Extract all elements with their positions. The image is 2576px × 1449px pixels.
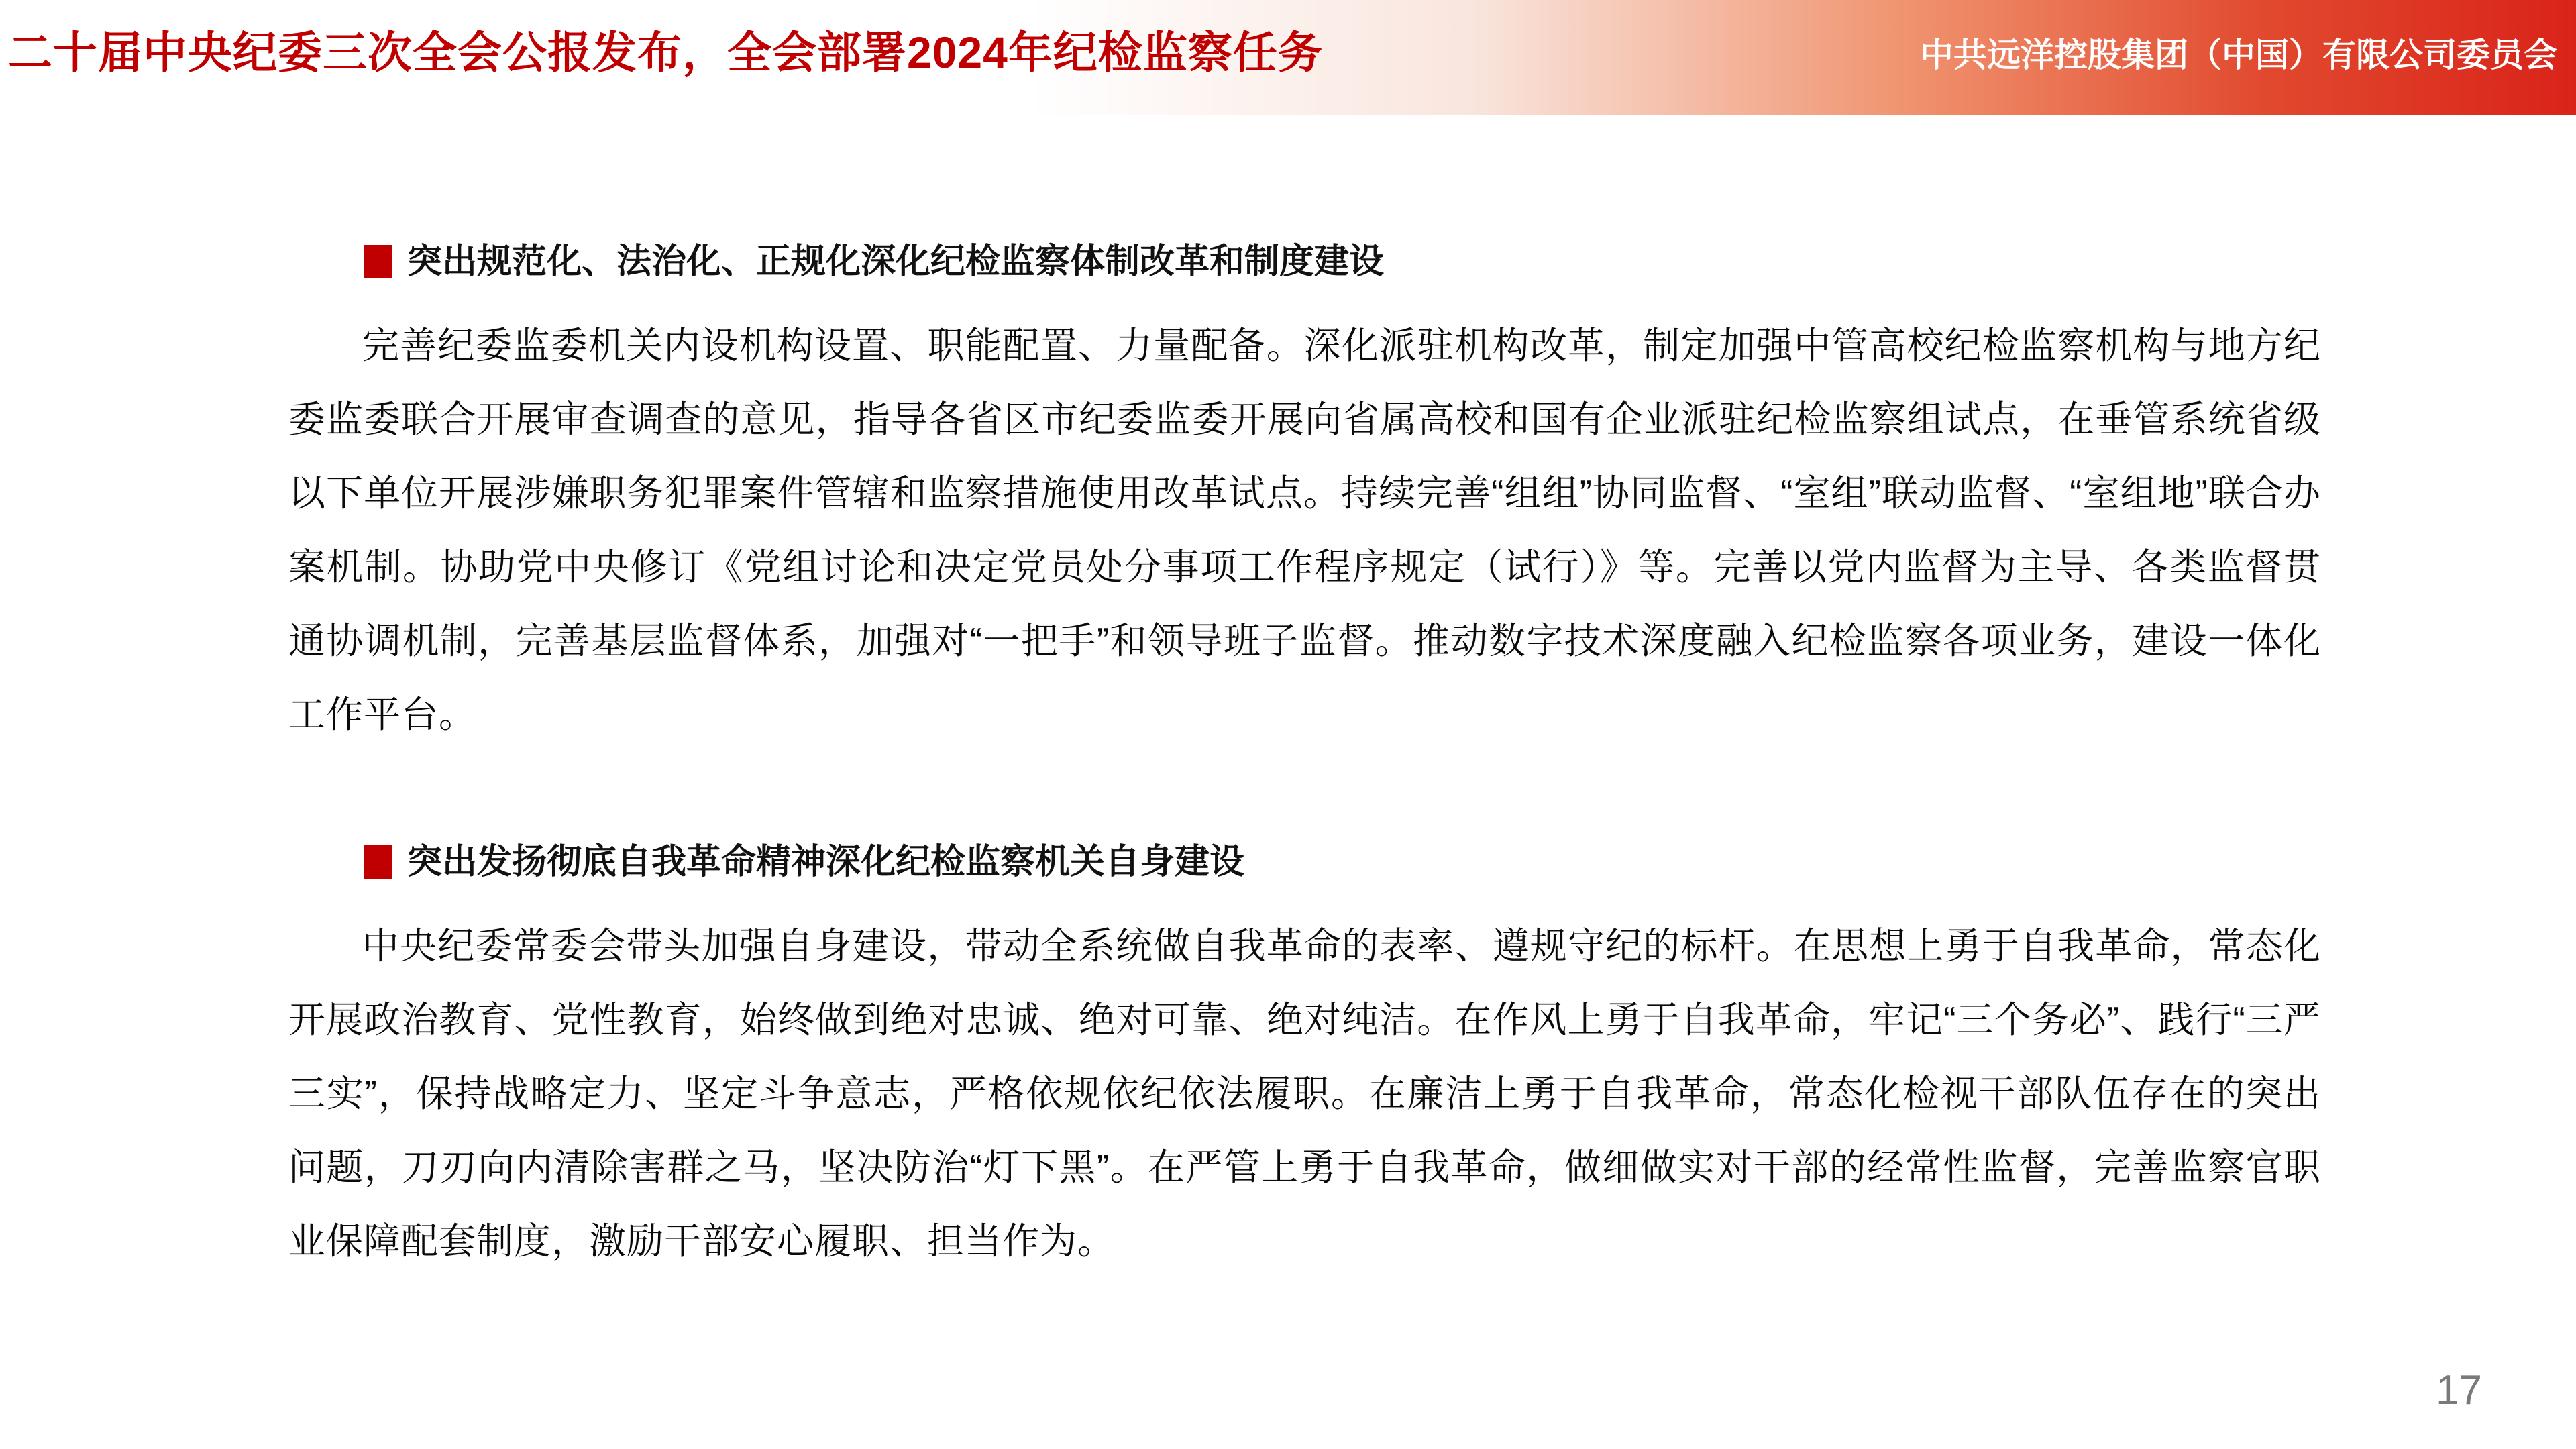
section-heading-text: 突出发扬彻底自我革命精神深化纪检监察机关自身建设 — [407, 843, 1245, 881]
header-bar — [0, 0, 2576, 115]
square-bullet-icon — [364, 245, 392, 278]
section-heading — [288, 835, 2321, 889]
section-paragraph: 完善纪委监委机关内设机构设置、职能配置、力量配备。深化派驻机构改革，制定加强中管高校纪检监察机构与地方纪委监委联合开展审查调查的意见，指导各省区市纪委监委开展向省属高校和国有企业派驻纪检监察组试点，在垂管系统省级以下单位开展涉嫌职务犯罪案件管辖和监察措施使用改革试点。持续完善“组组”协同监督、“室组”联动监督、“室组地”联合办案机制。协助党中央修订《党组讨论和决定党员处分事项工作程序规定（试行）》等。完善以党内监督为主导、各类监督贯通协调机制，完善基层监督体系，加强对“一把手”和领导班子监督。推动数字技术深度融入纪检监察各项业务，建设一体化工作平台。 — [288, 325, 2321, 735]
slide-content — [288, 115, 2321, 1278]
section-reform — [288, 235, 2321, 751]
section-paragraph: 中央纪委常委会带头加强自身建设，带动全系统做自我革命的表率、遵规守纪的标杆。在思想上勇于自我革命，常态化开展政治教育、党性教育，始终做到绝对忠诚、绝对可靠、绝对纯洁。在作风上勇于自我革命，牢记“三个务必”、践行“三严三实”，保持战略定力、坚定斗争意志，严格依规依纪依法履职。在廉洁上勇于自我革命，常态化检视干部队伍存在的突出问题，刀刃向内清除害群之马，坚决防治“灯下黑”。在严管上勇于自我革命，做细做实对干部的经常性监督，完善监察官职业保障配套制度，激励干部安心履职、担当作为。 — [288, 925, 2321, 1262]
organization-name: 中共远洋控股集团（中国）有限公司委员会 — [1920, 36, 2557, 74]
section-heading-text: 突出规范化、法治化、正规化深化纪检监察体制改革和制度建设 — [407, 242, 1385, 281]
section-self-revolution — [288, 835, 2321, 1278]
section-heading — [288, 235, 2321, 288]
slide-title: 二十届中央纪委三次全会公报发布，全会部署2024年纪检监察任务 — [8, 28, 1323, 77]
page-number: 17 — [2436, 1367, 2482, 1413]
square-bullet-icon — [364, 845, 392, 879]
